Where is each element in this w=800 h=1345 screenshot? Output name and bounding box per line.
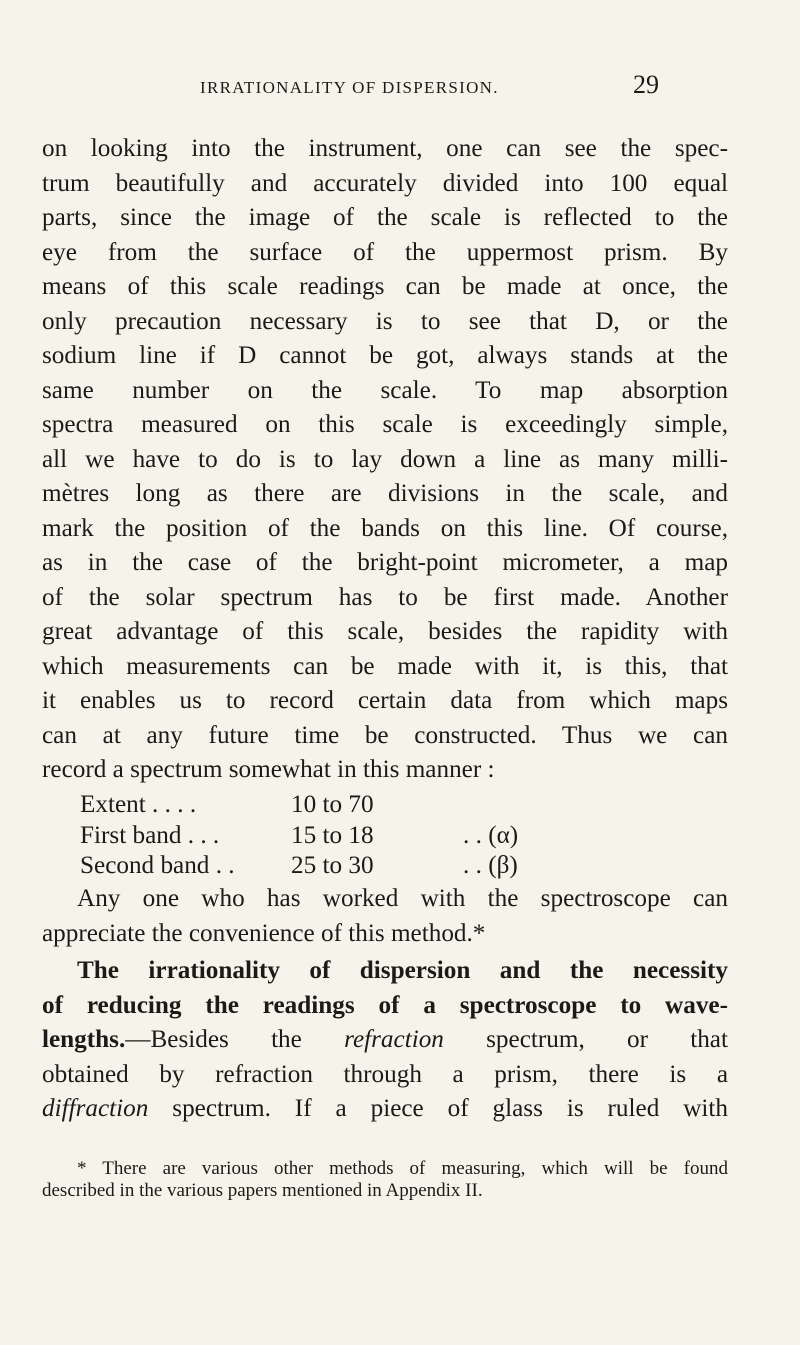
- row-range: 25 to 30: [291, 852, 374, 879]
- text-line: mètres long as there are divisions in the scale, and: [42, 480, 728, 507]
- row-label: Second band . .: [80, 852, 235, 879]
- spectrum-record-table: [80, 790, 640, 882]
- row-label: Extent . . . .: [80, 791, 197, 818]
- text-line: record a spectrum somewhat in this manner :: [42, 756, 495, 783]
- text-fragment: spectrum. If a piece of glass is ruled with: [148, 1095, 728, 1122]
- text-fragment: —Besides the: [125, 1026, 345, 1053]
- text-line: which measurements can be made with it, is this, that: [42, 652, 728, 680]
- footnote-line: * There are various other methods of measuring, which will be found: [77, 1158, 728, 1179]
- emphasis: diffraction: [42, 1095, 149, 1122]
- text-line: spectra measured on this scale is exceedingly simple,: [42, 411, 728, 438]
- text-line: [42, 1092, 728, 1127]
- table-row: [80, 790, 640, 821]
- text-line: it enables us to record certain data from which maps: [42, 687, 728, 714]
- text-line: appreciate the convenience of this method.*: [42, 919, 486, 947]
- text-line: means of this scale readings can be made at once, the: [42, 273, 728, 300]
- text-line: eye from the surface of the uppermost prism. By: [42, 238, 728, 266]
- table-row: [80, 821, 640, 852]
- section-irrationality: [42, 954, 728, 1127]
- row-range: 10 to 70: [291, 791, 374, 818]
- row-label: First band . . .: [80, 821, 220, 849]
- text-line: can at any future time be constructed. Thus we can: [42, 721, 728, 749]
- text-line: parts, since the image of the scale is reflected to the: [42, 204, 728, 231]
- text-line: mark the position of the bands on this line. Of course,: [42, 514, 728, 542]
- emphasis: refraction: [344, 1026, 444, 1053]
- footnote: [42, 1158, 728, 1202]
- section-heading-end: lengths.: [42, 1026, 126, 1053]
- table-row: [80, 851, 640, 882]
- section-heading-line: The irrationality of dispersion and the necessity: [77, 957, 728, 984]
- row-mark: . . (β): [463, 852, 518, 879]
- text-line: only precaution necessary is to see that D, or the: [42, 307, 728, 335]
- text-line: great advantage of this scale, besides the rapidity with: [42, 618, 728, 645]
- text-line: sodium line if D cannot be got, always stands at the: [42, 342, 728, 369]
- row-range: 15 to 18: [291, 821, 374, 849]
- text-line: trum beautifully and accurately divided into 100 equal: [42, 169, 728, 197]
- paragraph-2: [42, 882, 728, 951]
- text-fragment: spectrum, or that: [443, 1026, 728, 1053]
- text-line: Any one who has worked with the spectroscope can: [77, 885, 728, 912]
- section-heading-line: of reducing the readings of a spectroscope to wave-: [42, 991, 728, 1019]
- text-line: obtained by refraction through a prism, there is a: [42, 1060, 728, 1088]
- text-line: [42, 1023, 728, 1058]
- footnote-line: described in the various papers mentioned in Appendix II.: [42, 1180, 483, 1201]
- page-number: 29: [633, 70, 659, 99]
- paragraph-1: [42, 132, 728, 788]
- row-mark: . . (α): [463, 821, 519, 849]
- text-line: on looking into the instrument, one can see the spec-: [42, 135, 728, 162]
- running-title: IRRATIONALITY OF DISPERSION.: [200, 78, 499, 97]
- text-line: all we have to do is to lay down a line as many milli-: [42, 445, 728, 473]
- text-line: of the solar spectrum has to be first made. Another: [42, 583, 728, 611]
- text-line: as in the case of the bright-point micrometer, a map: [42, 549, 728, 576]
- text-line: same number on the scale. To map absorption: [42, 376, 728, 404]
